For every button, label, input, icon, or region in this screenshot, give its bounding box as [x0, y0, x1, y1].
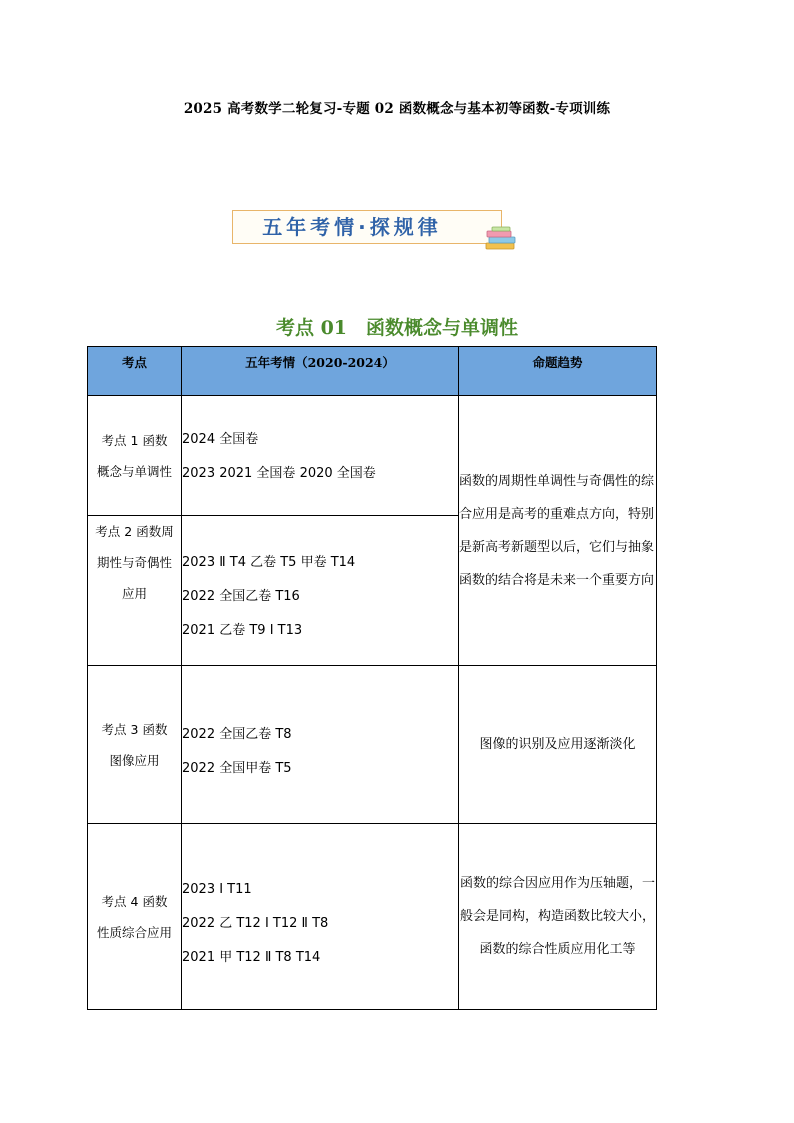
section-banner: [232, 210, 502, 244]
exam-point-table: [87, 346, 657, 1010]
year-entry: 2023 Ⅱ T4 乙卷 T5 甲卷 T14: [182, 555, 356, 570]
point-label: 考点 4 函数性质综合应用: [96, 893, 172, 940]
year-entry: 2023 Ⅰ T11: [182, 881, 252, 897]
banner-text: 五年考情·探规律: [262, 215, 442, 239]
years-cell: [182, 516, 459, 666]
trend-text: 图像的识别及应用逐渐淡化: [479, 737, 636, 752]
trend-cell-merged: [459, 396, 657, 666]
years-cell: [182, 396, 459, 516]
point-cell: [88, 824, 182, 1010]
trend-text: 函数的周期性单调性与奇偶性的综合应用是高考的重难点方向，特别是新高考新题型以后，它们与抽象函数的结合将是未来一个重要方向: [459, 473, 655, 588]
trend-text: 函数的综合因应用作为压轴题，一般会是同构，构造函数比较大小，函数的综合性质应用化工等: [459, 876, 655, 957]
point-cell: [88, 516, 182, 666]
table-header-row: [88, 347, 657, 396]
section-heading: 考点 01 函数概念与单调性: [275, 317, 519, 339]
table-row: [88, 666, 657, 824]
year-entry: 2022 全国甲卷 T5: [182, 761, 292, 776]
year-entry: 2021 甲 T12 Ⅱ T8 T14: [182, 949, 321, 965]
header-point: 考点: [88, 347, 182, 396]
trend-cell: [459, 666, 657, 824]
point-label: 考点 3 函数图像应用: [101, 721, 168, 768]
point-label: 考点 1 函数概念与单调性: [97, 432, 173, 479]
point-cell: [88, 396, 182, 516]
year-entry: 2021 乙卷 T9 Ⅰ T13: [182, 623, 303, 638]
books-icon: [484, 226, 520, 252]
trend-cell: [459, 824, 657, 1010]
year-entry: 2022 全国乙卷 T16: [182, 589, 300, 604]
table-row: [88, 824, 657, 1010]
years-cell: [182, 666, 459, 824]
year-entry: 2022 全国乙卷 T8: [182, 727, 292, 742]
point-cell: [88, 666, 182, 824]
year-entry: 2022 乙 T12 Ⅰ T12 Ⅱ T8: [182, 915, 329, 931]
header-trend: 命题趋势: [459, 347, 657, 396]
header-years: 五年考情（2020-2024）: [182, 347, 459, 396]
year-entry: 2024 全国卷: [182, 431, 259, 447]
document-title: 2025 高考数学二轮复习-专题 02 函数概念与基本初等函数-专项训练: [183, 101, 611, 117]
years-cell: [182, 824, 459, 1010]
table-row: [88, 396, 657, 516]
point-label: 考点 2 函数周期性与奇偶性应用: [95, 524, 174, 601]
year-entry: 2023 2021 全国卷 2020 全国卷: [182, 465, 376, 481]
